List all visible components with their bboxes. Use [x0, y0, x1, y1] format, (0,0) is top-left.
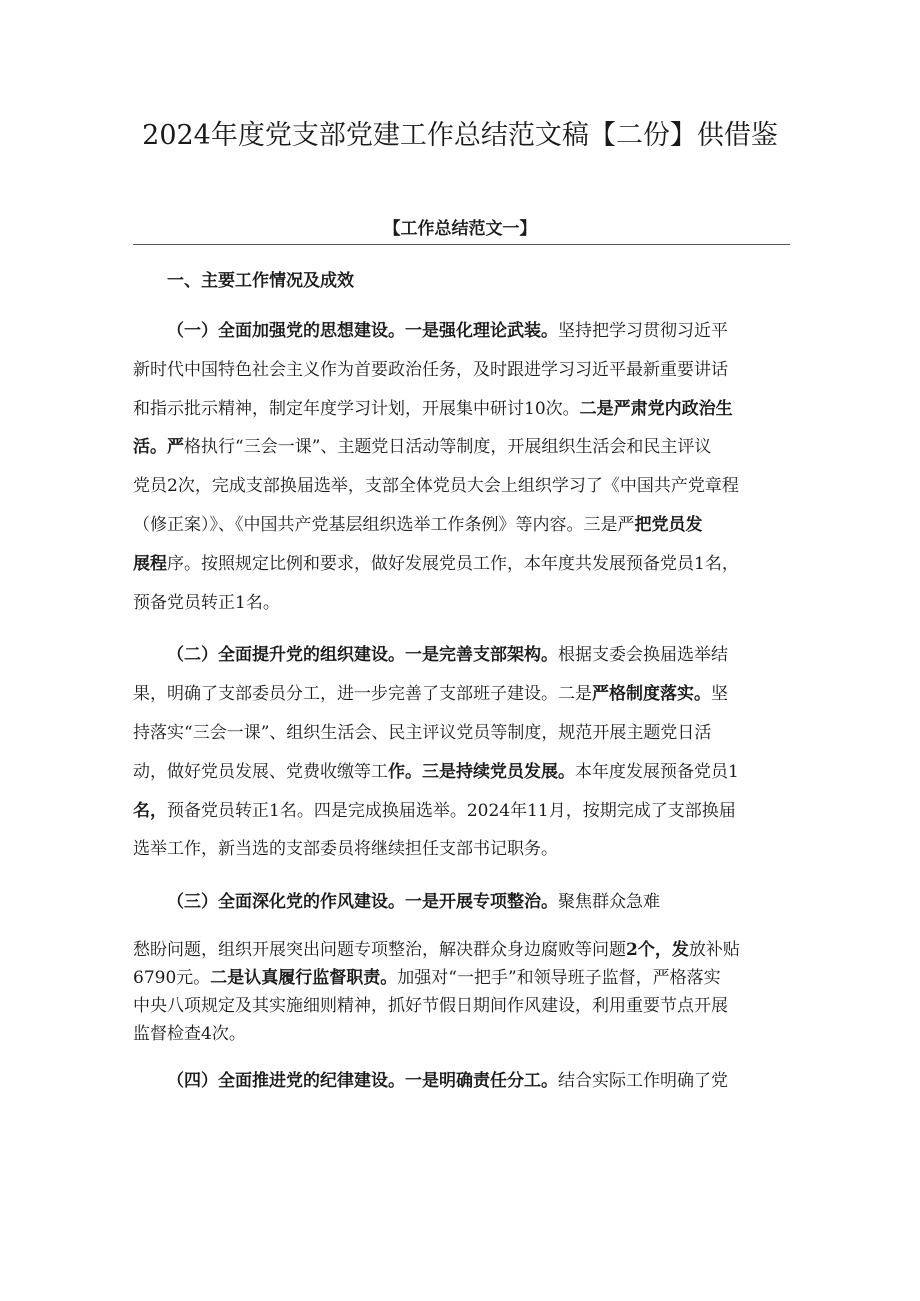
- p1-line5: 党员2次，完成支部换届选举，支部全体党员大会上组织学习了《中国共产党章程: [133, 476, 739, 497]
- p4-line1-bold: 2个，发: [626, 939, 689, 960]
- p2-line2-bold: 严格制度落实。: [592, 684, 711, 705]
- p2-line1-text: 根据支委会换届选举结: [558, 645, 728, 666]
- paragraph-2: [133, 636, 790, 869]
- p4-line4: 监督检查4次。: [133, 1023, 246, 1044]
- p1-line7-bold: 展程: [133, 553, 167, 574]
- p4-line3: 中央八项规定及其实施细则精神，抓好节假日期间作风建设，利用重要节点开展: [133, 995, 728, 1016]
- p4-line1-text: 愁盼问题，组织开展突出问题专项整治，解决群众身边腐败等问题: [133, 939, 626, 960]
- p2-line2-text: 果，明确了支部委员分工，进一步完善了支部班子建设。二是: [133, 684, 592, 705]
- p2-line5-bold: 名，: [133, 800, 167, 821]
- p2-line4-tail: 本年度发展预备党员1: [575, 761, 739, 782]
- p2-line5-text: 预备党员转正1名。四是完成换届选举。2024年11月，按期完成了支部换届: [167, 800, 736, 821]
- section-heading: 一、主要工作情况及成效: [167, 271, 354, 291]
- p5-line1-text: 结合实际工作明确了党: [558, 1070, 728, 1091]
- p1-line6-bold: 把党员发: [634, 514, 703, 535]
- divider-line: [133, 244, 790, 245]
- p1-line3-bold: 二是严肃党内政治生: [579, 398, 733, 419]
- p3-line1-bold: （三）全面深化党的作风建设。一是开展专项整治。: [167, 892, 558, 913]
- p4-line2-tail: 加强对“一把手”和领导班子监督，严格落实: [397, 967, 721, 988]
- p2-line3: 持落实“三会一课”、组织生活会、民主评议党员等制度，规范开展主题党日活: [133, 722, 712, 743]
- p2-line4-text: 动，做好党员发展、党费收缴等工: [133, 761, 388, 782]
- document-body: [133, 264, 790, 1115]
- p3-line1-text: 聚焦群众急难: [558, 892, 660, 913]
- p2-line6: 选举工作，新当选的支部委员将继续担任支部书记职务。: [133, 839, 558, 860]
- p1-line7-text: 序。按照规定比例和要求，做好发展党员工作，本年度共发展预备党员1名，: [167, 553, 739, 574]
- paragraph-3: [133, 883, 790, 922]
- p1-line3-text: 和指示批示精神，制定年度学习计划，开展集中研讨10次。: [133, 398, 580, 419]
- paragraph-4: [133, 936, 790, 1048]
- paragraph-5: [133, 1062, 790, 1101]
- p1-line6-text: （修正案）》、《中国共产党基层组织选举工作条例》等内容。三是严: [133, 514, 635, 535]
- p4-line1-tail: 放补贴: [688, 939, 740, 960]
- p1-line4-bold: 活。严: [133, 437, 184, 458]
- p4-line2-bold: 二是认真履行监督职责。: [210, 967, 398, 988]
- p2-line4-bold: 作。三是持续党员发展。: [388, 761, 575, 782]
- p5-line1-bold: （四）全面推进党的纪律建设。一是明确责任分工。: [167, 1070, 558, 1091]
- document-subtitle: 【工作总结范文一】: [383, 219, 537, 239]
- p1-line1-bold: （一）全面加强党的思想建设。一是强化理论武装。: [167, 321, 558, 341]
- p2-line1-bold: （二）全面提升党的组织建设。一是完善支部架构。: [167, 645, 558, 666]
- p1-line1-text: 坚持把学习贯彻习近平: [558, 321, 728, 341]
- p1-line4-text: 格执行“三会一课”、主题党日活动等制度，开展组织生活会和民主评议: [184, 437, 712, 458]
- document-title: 2024年度党支部党建工作总结范文稿【二份】供借鉴: [142, 120, 778, 151]
- p1-line2: 新时代中国特色社会主义作为首要政治任务，及时跟进学习习近平最新重要讲话: [133, 359, 728, 380]
- paragraph-1: [133, 312, 790, 622]
- p1-line8: 预备党员转正1名。: [133, 592, 280, 613]
- p2-line2-tail: 坚: [711, 684, 728, 705]
- p4-line2-text: 6790元。: [133, 967, 211, 988]
